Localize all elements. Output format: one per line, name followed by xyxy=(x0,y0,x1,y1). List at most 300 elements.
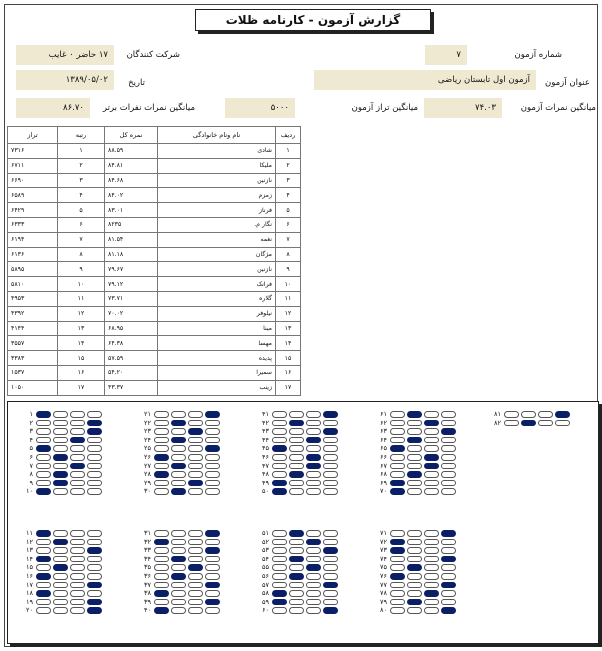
answer-bubble xyxy=(36,547,51,554)
answer-bubble xyxy=(205,428,220,435)
cell-score: ۸۴.۶۸ xyxy=(105,173,158,188)
table-row xyxy=(8,380,301,395)
question-row xyxy=(20,572,120,581)
answer-bubble xyxy=(188,488,203,495)
question-number: ۸۰ xyxy=(380,606,387,615)
question-row xyxy=(138,563,238,572)
answer-bubble xyxy=(36,488,51,495)
answer-bubble xyxy=(323,590,338,597)
answer-bubble xyxy=(272,488,287,495)
question-number: ۵۹ xyxy=(262,597,269,606)
answer-bubble xyxy=(323,599,338,606)
answer-bubble xyxy=(205,582,220,589)
question-number: ۳۹ xyxy=(144,597,151,606)
answer-bubble xyxy=(441,488,456,495)
answer-bubble xyxy=(188,556,203,563)
question-number: ۷۰ xyxy=(380,487,387,496)
question-row xyxy=(138,487,238,496)
answer-bubble xyxy=(205,599,220,606)
question-number: ۲۷ xyxy=(144,461,151,470)
answer-bubble xyxy=(323,488,338,495)
question-number: ۶۰ xyxy=(262,606,269,615)
cell-score: ۷۹.۶۷ xyxy=(105,262,158,277)
answer-bubble xyxy=(306,556,321,563)
answer-bubble xyxy=(36,564,51,571)
answer-bubble xyxy=(272,480,287,487)
answer-bubble xyxy=(407,607,422,614)
answer-bubble xyxy=(424,420,439,427)
cell-rank: ۶ xyxy=(58,217,105,232)
cell-level: ۱۰۵۰ xyxy=(8,380,58,395)
question-row xyxy=(20,470,120,479)
participants-field: ۱۷ حاضر ۰ غایب xyxy=(16,45,114,65)
question-number: ۷۶ xyxy=(380,572,387,580)
answer-bubble xyxy=(390,471,405,478)
question-row xyxy=(374,427,474,436)
answer-bubble xyxy=(188,428,203,435)
answer-bubble xyxy=(407,599,422,606)
header-name: نام ونام خانوادگی xyxy=(158,127,276,144)
answer-bubble xyxy=(70,411,85,418)
header-level: تراز xyxy=(8,127,58,144)
answer-bubble xyxy=(441,411,456,418)
answer-bubble xyxy=(323,445,338,452)
answer-bubble xyxy=(289,556,304,563)
answer-bubble xyxy=(323,573,338,580)
answer-bubble xyxy=(407,556,422,563)
answer-bubble xyxy=(171,488,186,495)
table-header-row xyxy=(8,127,301,144)
question-row xyxy=(374,606,474,615)
answer-bubble xyxy=(289,530,304,537)
answer-bubble xyxy=(154,590,169,597)
answer-bubble xyxy=(289,454,304,461)
answer-bubble xyxy=(323,437,338,444)
question-number: ۸۲ xyxy=(494,418,501,427)
answer-bubble xyxy=(205,445,220,452)
answer-bubble xyxy=(555,411,570,418)
question-number: ۳۳ xyxy=(144,546,151,555)
question-number: ۴۰ xyxy=(144,606,151,615)
answer-bubble xyxy=(70,437,85,444)
answer-bubble xyxy=(306,445,321,452)
answer-bubble xyxy=(407,480,422,487)
answer-bubble xyxy=(323,564,338,571)
answer-bubble xyxy=(87,582,102,589)
answer-bubble xyxy=(154,471,169,478)
answer-bubble xyxy=(323,454,338,461)
exam-number-field: ۷ xyxy=(425,45,467,65)
answer-bubble xyxy=(390,420,405,427)
answer-bubble xyxy=(70,539,85,546)
answer-bubble xyxy=(407,471,422,478)
answer-bubble xyxy=(441,530,456,537)
answer-bubble xyxy=(154,488,169,495)
question-row xyxy=(374,470,474,479)
cell-level: ۶۳۳۳ xyxy=(8,217,58,232)
table-row xyxy=(8,306,301,321)
answer-bubble xyxy=(36,445,51,452)
answer-bubble xyxy=(36,530,51,537)
answer-bubble xyxy=(272,420,287,427)
answer-bubble xyxy=(424,471,439,478)
question-number: ۳۰ xyxy=(144,487,151,496)
answer-bubble xyxy=(441,564,456,571)
answer-bubble xyxy=(70,573,85,580)
cell-row-number: ۱۲ xyxy=(276,306,301,321)
question-number: ۷ xyxy=(29,461,33,470)
question-row xyxy=(256,419,356,428)
question-number: ۳۲ xyxy=(144,537,151,546)
answer-bubble xyxy=(306,530,321,537)
answer-bubble xyxy=(70,607,85,614)
answer-bubble xyxy=(87,573,102,580)
answer-bubble xyxy=(154,437,169,444)
question-row xyxy=(20,529,120,538)
answer-bubble xyxy=(306,547,321,554)
answer-bubble xyxy=(36,556,51,563)
question-row xyxy=(20,453,120,462)
answer-bubble xyxy=(272,471,287,478)
cell-score: ۶۸.۹۵ xyxy=(105,321,158,336)
answer-bubble xyxy=(70,471,85,478)
answer-bubble xyxy=(70,547,85,554)
question-row xyxy=(374,589,474,598)
question-row xyxy=(138,555,238,564)
question-row xyxy=(256,427,356,436)
cell-name: نازنین xyxy=(158,173,276,188)
answer-bubble xyxy=(154,454,169,461)
answer-bubble xyxy=(171,547,186,554)
answer-bubble xyxy=(154,445,169,452)
answer-bubble xyxy=(407,582,422,589)
cell-level: ۶۷۱۱ xyxy=(8,158,58,173)
question-number: ۵۳ xyxy=(262,546,269,555)
question-row xyxy=(374,563,474,572)
cell-score: ۸۴.۰۲ xyxy=(105,188,158,203)
question-number: ۴۷ xyxy=(262,461,269,470)
table-row xyxy=(8,173,301,188)
answer-bubble xyxy=(154,463,169,470)
question-number: ۲ xyxy=(29,418,33,427)
answer-bubble xyxy=(188,480,203,487)
answer-bubble xyxy=(272,582,287,589)
question-row xyxy=(138,470,238,479)
answer-bubble xyxy=(36,411,51,418)
question-row xyxy=(20,563,120,572)
cell-row-number: ۱۵ xyxy=(276,351,301,366)
answer-bubble xyxy=(424,445,439,452)
answer-bubble xyxy=(188,539,203,546)
question-number: ۲۲ xyxy=(144,418,151,427)
cell-name: زمزم xyxy=(158,188,276,203)
answer-bubble xyxy=(272,411,287,418)
question-number: ۲۸ xyxy=(144,470,151,479)
answer-bubble xyxy=(87,547,102,554)
answer-bubble xyxy=(36,463,51,470)
answer-bubble xyxy=(272,599,287,606)
answer-bubble xyxy=(87,488,102,495)
question-row xyxy=(256,581,356,590)
answer-bubble xyxy=(188,454,203,461)
answer-bubble xyxy=(441,539,456,546)
cell-name: مژگان xyxy=(158,247,276,262)
answer-bubble xyxy=(205,564,220,571)
answer-bubble xyxy=(390,454,405,461)
answer-bubble xyxy=(154,530,169,537)
question-row xyxy=(138,538,238,547)
question-number: ۱۲ xyxy=(26,537,33,546)
table-row xyxy=(8,217,301,232)
answer-bubble xyxy=(390,445,405,452)
question-row xyxy=(488,419,588,428)
answer-bubble xyxy=(87,437,102,444)
answer-bubble xyxy=(390,437,405,444)
answer-bubble xyxy=(390,573,405,580)
question-number: ۴۹ xyxy=(262,478,269,487)
answer-bubble xyxy=(390,539,405,546)
answer-bubble xyxy=(390,480,405,487)
answer-bubble xyxy=(407,437,422,444)
answer-bubble xyxy=(390,463,405,470)
cell-level: ۶۱۹۴ xyxy=(8,232,58,247)
avg-score-field: ۷۴.۰۳ xyxy=(424,98,502,118)
answer-bubble xyxy=(53,480,68,487)
answer-bubble xyxy=(323,420,338,427)
answer-bubble xyxy=(390,607,405,614)
answer-bubble xyxy=(306,599,321,606)
cell-score: ۸۲۳۵ xyxy=(105,217,158,232)
table-row xyxy=(8,365,301,380)
question-row xyxy=(20,436,120,445)
answer-bubble xyxy=(424,411,439,418)
answer-bubble xyxy=(441,480,456,487)
answer-bubble xyxy=(188,547,203,554)
question-row xyxy=(374,479,474,488)
cell-score: ۸۴.۸۱ xyxy=(105,158,158,173)
question-row xyxy=(256,487,356,496)
cell-rank: ۷ xyxy=(58,232,105,247)
answer-bubble xyxy=(424,564,439,571)
answer-bubble xyxy=(53,428,68,435)
answer-bubble xyxy=(272,607,287,614)
question-row xyxy=(20,410,120,419)
answer-bubble xyxy=(424,556,439,563)
answer-bubble xyxy=(538,420,553,427)
answer-bubble xyxy=(272,463,287,470)
answer-bubble xyxy=(407,420,422,427)
table-row xyxy=(8,291,301,306)
question-row xyxy=(256,470,356,479)
cell-row-number: ۴ xyxy=(276,188,301,203)
answer-bubble xyxy=(441,607,456,614)
question-number: ۷۴ xyxy=(380,554,387,563)
top-avg-field: ۸۶.۷۰ xyxy=(16,98,90,118)
answer-bubble xyxy=(424,530,439,537)
question-number: ۱۴ xyxy=(26,554,33,563)
answer-bubble xyxy=(424,590,439,597)
answer-bubble xyxy=(87,480,102,487)
answer-bubble xyxy=(53,437,68,444)
answer-bubble xyxy=(154,582,169,589)
answer-bubble xyxy=(36,599,51,606)
answer-bubble xyxy=(441,463,456,470)
answer-bubble xyxy=(205,547,220,554)
cell-score: ۷۰.۰۲ xyxy=(105,306,158,321)
answer-bubble xyxy=(272,573,287,580)
cell-score: ۵۷.۵۹ xyxy=(105,351,158,366)
answer-bubble xyxy=(188,590,203,597)
question-row xyxy=(374,581,474,590)
answer-bubble xyxy=(323,582,338,589)
cell-name: سمیرا xyxy=(158,365,276,380)
answer-bubble xyxy=(306,471,321,478)
question-row xyxy=(256,462,356,471)
question-number: ۵۷ xyxy=(262,580,269,589)
cell-name: زینب xyxy=(158,380,276,395)
question-row xyxy=(256,529,356,538)
answer-bubble xyxy=(390,488,405,495)
question-row xyxy=(138,419,238,428)
question-row xyxy=(256,410,356,419)
answer-bubble xyxy=(87,454,102,461)
question-row xyxy=(256,598,356,607)
answer-bubble xyxy=(521,420,536,427)
question-number: ۳۱ xyxy=(144,529,151,537)
question-row xyxy=(20,598,120,607)
cell-rank: ۱۲ xyxy=(58,306,105,321)
answer-bubble xyxy=(70,590,85,597)
question-row xyxy=(20,419,120,428)
answer-bubble xyxy=(272,530,287,537)
answer-bubble xyxy=(205,471,220,478)
question-row xyxy=(138,410,238,419)
cell-level: ۴۱۴۴ xyxy=(8,321,58,336)
cell-name: نغمه xyxy=(158,232,276,247)
cell-row-number: ۹ xyxy=(276,262,301,277)
cell-row-number: ۶ xyxy=(276,217,301,232)
question-number: ۱ xyxy=(29,410,33,418)
question-row xyxy=(374,462,474,471)
answer-bubble xyxy=(441,573,456,580)
answer-bubble xyxy=(87,539,102,546)
answer-bubble xyxy=(188,564,203,571)
question-number: ۱۵ xyxy=(26,563,33,572)
cell-rank: ۵ xyxy=(58,203,105,218)
answer-bubble xyxy=(53,488,68,495)
answer-bubble xyxy=(171,573,186,580)
exam-number-label: شماره آزمون xyxy=(514,50,562,60)
cell-score: ۵۴.۲۰ xyxy=(105,365,158,380)
answer-bubble xyxy=(407,463,422,470)
answer-bubble xyxy=(171,599,186,606)
answer-bubble xyxy=(323,480,338,487)
cell-level: ۶۱۳۶ xyxy=(8,247,58,262)
answer-bubble xyxy=(390,411,405,418)
table-row xyxy=(8,277,301,292)
answer-bubble xyxy=(390,556,405,563)
answer-bubble xyxy=(289,582,304,589)
question-number: ۶۵ xyxy=(380,444,387,453)
answer-bubble xyxy=(323,428,338,435)
cell-score: ۸۱.۱۸ xyxy=(105,247,158,262)
cell-score: ۴۳.۳۷ xyxy=(105,380,158,395)
answer-bubble xyxy=(306,539,321,546)
cell-row-number: ۳ xyxy=(276,173,301,188)
answer-bubble xyxy=(289,607,304,614)
answer-bubble xyxy=(205,463,220,470)
cell-rank: ۱ xyxy=(58,144,105,159)
answer-bubble xyxy=(53,564,68,571)
answer-bubble xyxy=(441,556,456,563)
answer-bubble xyxy=(53,454,68,461)
cell-name: پدیده xyxy=(158,351,276,366)
answer-bubble xyxy=(87,564,102,571)
answer-bubble xyxy=(205,480,220,487)
answer-bubble xyxy=(205,420,220,427)
answer-bubble xyxy=(441,599,456,606)
exam-title-field: آزمون اول تابستان ریاضی xyxy=(314,70,536,90)
answer-bubble xyxy=(289,411,304,418)
answer-bubble xyxy=(36,582,51,589)
answer-bubble xyxy=(424,573,439,580)
question-row xyxy=(374,444,474,453)
answer-bubble xyxy=(289,547,304,554)
question-row xyxy=(256,606,356,615)
answer-bubble xyxy=(87,607,102,614)
answer-bubble xyxy=(188,530,203,537)
answer-bubble xyxy=(188,420,203,427)
question-row xyxy=(138,572,238,581)
question-number: ۴۱ xyxy=(262,410,269,418)
answer-bubble xyxy=(154,607,169,614)
answer-bubble xyxy=(306,480,321,487)
answer-bubble xyxy=(390,530,405,537)
answer-bubble xyxy=(272,428,287,435)
question-number: ۷۵ xyxy=(380,563,387,572)
question-row xyxy=(20,487,120,496)
cell-rank: ۱۶ xyxy=(58,365,105,380)
answer-bubble xyxy=(306,582,321,589)
answer-bubble xyxy=(272,556,287,563)
question-row xyxy=(374,598,474,607)
question-row xyxy=(138,589,238,598)
answer-bubble xyxy=(154,573,169,580)
question-row xyxy=(374,572,474,581)
cell-row-number: ۱۷ xyxy=(276,380,301,395)
question-number: ۵۵ xyxy=(262,563,269,572)
answer-bubble xyxy=(53,547,68,554)
answer-bubble xyxy=(36,420,51,427)
answer-bubble xyxy=(87,599,102,606)
answer-bubble xyxy=(504,411,519,418)
answer-bubble xyxy=(154,556,169,563)
answer-bubble xyxy=(289,564,304,571)
question-number: ۳۶ xyxy=(144,572,151,580)
results-table xyxy=(7,126,301,396)
cell-rank: ۱۳ xyxy=(58,321,105,336)
cell-rank: ۱۵ xyxy=(58,351,105,366)
answer-bubble xyxy=(70,454,85,461)
answer-bubble xyxy=(306,437,321,444)
answer-bubble xyxy=(407,547,422,554)
answer-bubble xyxy=(154,539,169,546)
answer-bubble xyxy=(188,573,203,580)
cell-name: ملیکا xyxy=(158,158,276,173)
answer-bubble xyxy=(53,582,68,589)
answer-bubble xyxy=(306,454,321,461)
answer-bubble xyxy=(272,590,287,597)
